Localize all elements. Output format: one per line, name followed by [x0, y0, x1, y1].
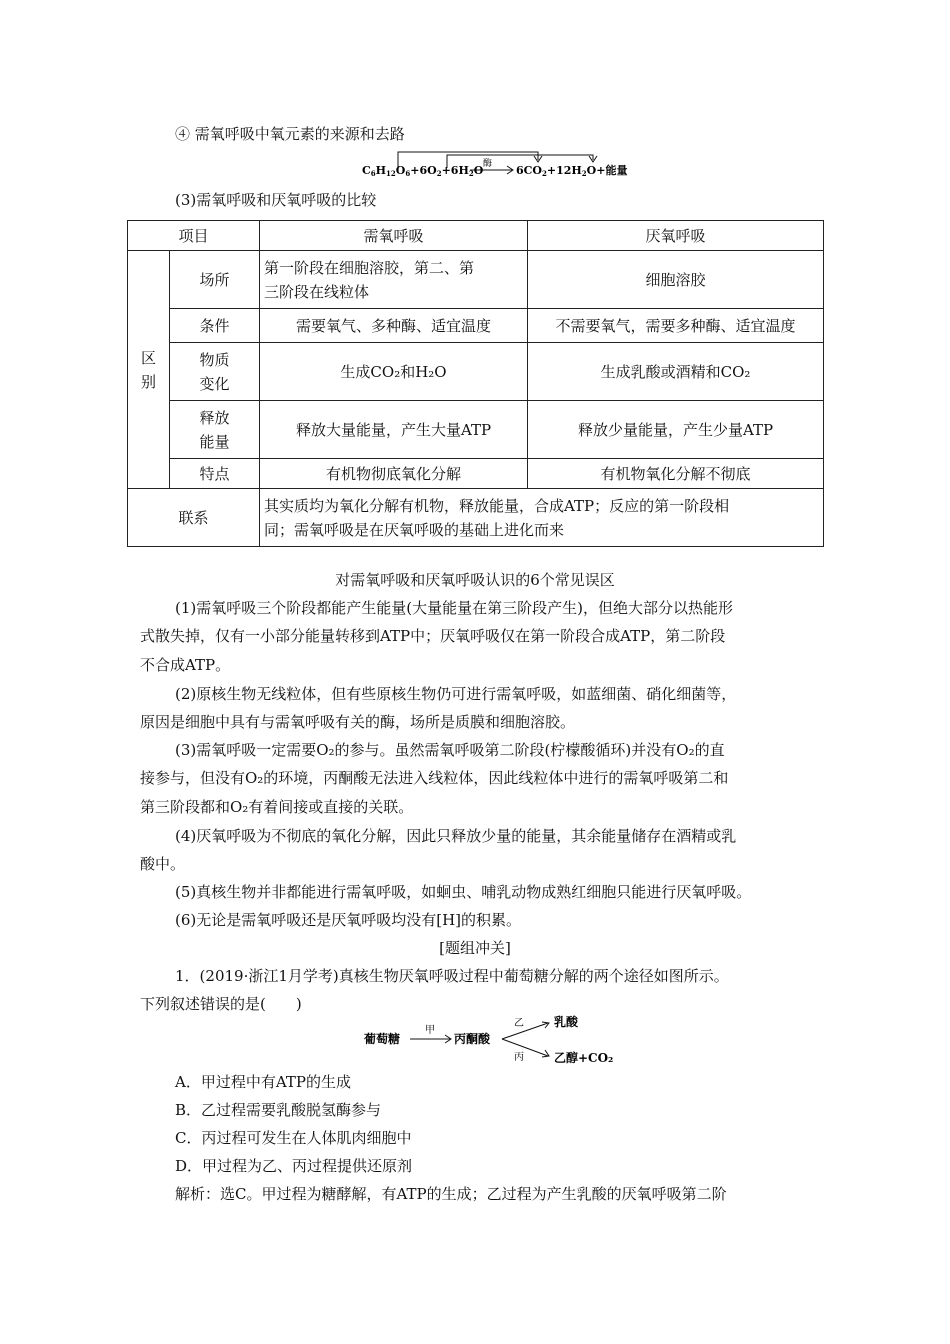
header-aerobic: 需氧呼吸 — [260, 221, 528, 251]
option-d: D．甲过程为乙、丙过程提供还原剂 — [175, 1157, 413, 1175]
row-anaerobic: 不需要氧气，需要多种酶、适宜温度 — [528, 309, 824, 343]
row-item: 物质 变化 — [170, 343, 260, 401]
misconception-2-line-1: (2)原核生物无线粒体，但有些原核生物仍可进行需氧呼吸，如蓝细菌、硝化细菌等， — [175, 685, 737, 703]
step-jia-label: 甲 — [425, 1025, 435, 1036]
row-aerobic: 第一阶段在细胞溶胶，第二、第 三阶段在线粒体 — [260, 251, 528, 309]
table-link-row — [128, 489, 824, 547]
row-anaerobic: 释放少量能量，产生少量ATP — [528, 401, 824, 459]
table-row — [128, 343, 824, 401]
comparison-table — [127, 220, 824, 547]
row-anaerobic: 生成乳酸或酒精和CO₂ — [528, 343, 824, 401]
analysis-text: 解析：选C。甲过程为糖酵解，有ATP的生成；乙过程为产生乳酸的厌氧呼吸第二阶 — [175, 1185, 727, 1203]
glucose-pathway-diagram — [362, 1012, 622, 1070]
row-anaerobic: 有机物氧化分解不彻底 — [528, 459, 824, 489]
misconception-5: (5)真核生物并非都能进行需氧呼吸，如蛔虫、哺乳动物成熟红细胞只能进行厌氧呼吸。 — [175, 883, 752, 901]
row-aerobic: 有机物彻底氧化分解 — [260, 459, 528, 489]
equation-right: 6CO2+12H2O+能量 — [516, 164, 628, 178]
row-item: 特点 — [170, 459, 260, 489]
row-aerobic: 生成CO₂和H₂O — [260, 343, 528, 401]
link-text: 其实质均为氧化分解有机物，释放能量，合成ATP；反应的第一阶段相 同；需氧呼吸是在厌氧呼吸的基础上进化而来 — [260, 489, 824, 547]
misconception-3-line-2: 接参与，但没有O₂的环境，丙酮酸无法进入线粒体，因此线粒体中进行的需氧呼吸第二和 — [140, 769, 729, 787]
question-stem-line-2: 下列叙述错误的是( ) — [140, 995, 302, 1013]
misconception-4-line-2: 酸中。 — [140, 855, 186, 873]
question-stem-line-1: 1．(2019·浙江1月学考)真核生物厌氧呼吸过程中葡萄糖分解的两个途径如图所示。 — [175, 967, 729, 985]
row-aerobic: 释放大量能量，产生大量ATP — [260, 401, 528, 459]
section4-heading: ④ 需氧呼吸中氧元素的来源和去路 — [175, 125, 405, 143]
misconception-2-line-2: 原因是细胞中具有与需氧呼吸有关的酶，场所是质膜和细胞溶胶。 — [140, 713, 576, 731]
equation-left: C6H12O6+6O2+6H2O — [362, 164, 484, 178]
section3-heading: (3)需氧呼吸和厌氧呼吸的比较 — [175, 191, 377, 209]
misconception-3-line-1: (3)需氧呼吸一定需要O₂的参与。虽然需氧呼吸第二阶段(柠檬酸循环)并没有O₂的直 — [175, 741, 725, 759]
step-yi-label: 乙 — [514, 1018, 524, 1029]
row-item: 释放 能量 — [170, 401, 260, 459]
table-row — [128, 459, 824, 489]
option-b: B．乙过程需要乳酸脱氢酶参与 — [175, 1101, 382, 1119]
group-label: 区 别 — [128, 251, 170, 489]
table-row — [128, 401, 824, 459]
misconceptions-title: 对需氧呼吸和厌氧呼吸认识的6个常见误区 — [335, 571, 615, 589]
header-item: 项目 — [128, 221, 260, 251]
misconception-1-line-1: (1)需氧呼吸三个阶段都能产生能量(大量能量在第三阶段产生)，但绝大部分以热能形 — [175, 599, 733, 617]
table-row — [128, 309, 824, 343]
table-row — [128, 251, 824, 309]
misconception-6: (6)无论是需氧呼吸还是厌氧呼吸均没有[H]的积累。 — [175, 911, 522, 929]
practice-title: [题组冲关] — [439, 939, 511, 957]
table-header-row — [128, 221, 824, 251]
header-anaerobic: 厌氧呼吸 — [528, 221, 824, 251]
ethanol-co2-label: 乙醇+CO₂ — [554, 1051, 614, 1065]
row-item: 条件 — [170, 309, 260, 343]
step-bing-label: 丙 — [514, 1052, 524, 1063]
misconception-1-line-2: 式散失掉，仅有一小部分能量转移到ATP中；厌氧呼吸仅在第一阶段合成ATP，第二阶段 — [140, 627, 726, 645]
misconception-4-line-1: (4)厌氧呼吸为不彻底的氧化分解，因此只释放少量的能量，其余能量储存在酒精或乳 — [175, 827, 737, 845]
glucose-label: 葡萄糖 — [364, 1032, 401, 1046]
row-aerobic: 需要氧气、多种酶、适宜温度 — [260, 309, 528, 343]
option-a: A．甲过程中有ATP的生成 — [175, 1073, 351, 1091]
option-c: C．丙过程可发生在人体肌肉细胞中 — [175, 1129, 412, 1147]
link-label: 联系 — [128, 489, 260, 547]
pyruvate-label: 丙酮酸 — [454, 1032, 491, 1046]
misconception-3-line-3: 第三阶段都和O₂有着间接或直接的关联。 — [140, 798, 414, 816]
enzyme-label: 酶 — [483, 159, 493, 169]
misconception-1-line-3: 不合成ATP。 — [140, 656, 231, 674]
row-anaerobic: 细胞溶胶 — [528, 251, 824, 309]
row-item: 场所 — [170, 251, 260, 309]
oxygen-equation-diagram — [360, 146, 630, 180]
lactic-acid-label: 乳酸 — [554, 1015, 579, 1029]
